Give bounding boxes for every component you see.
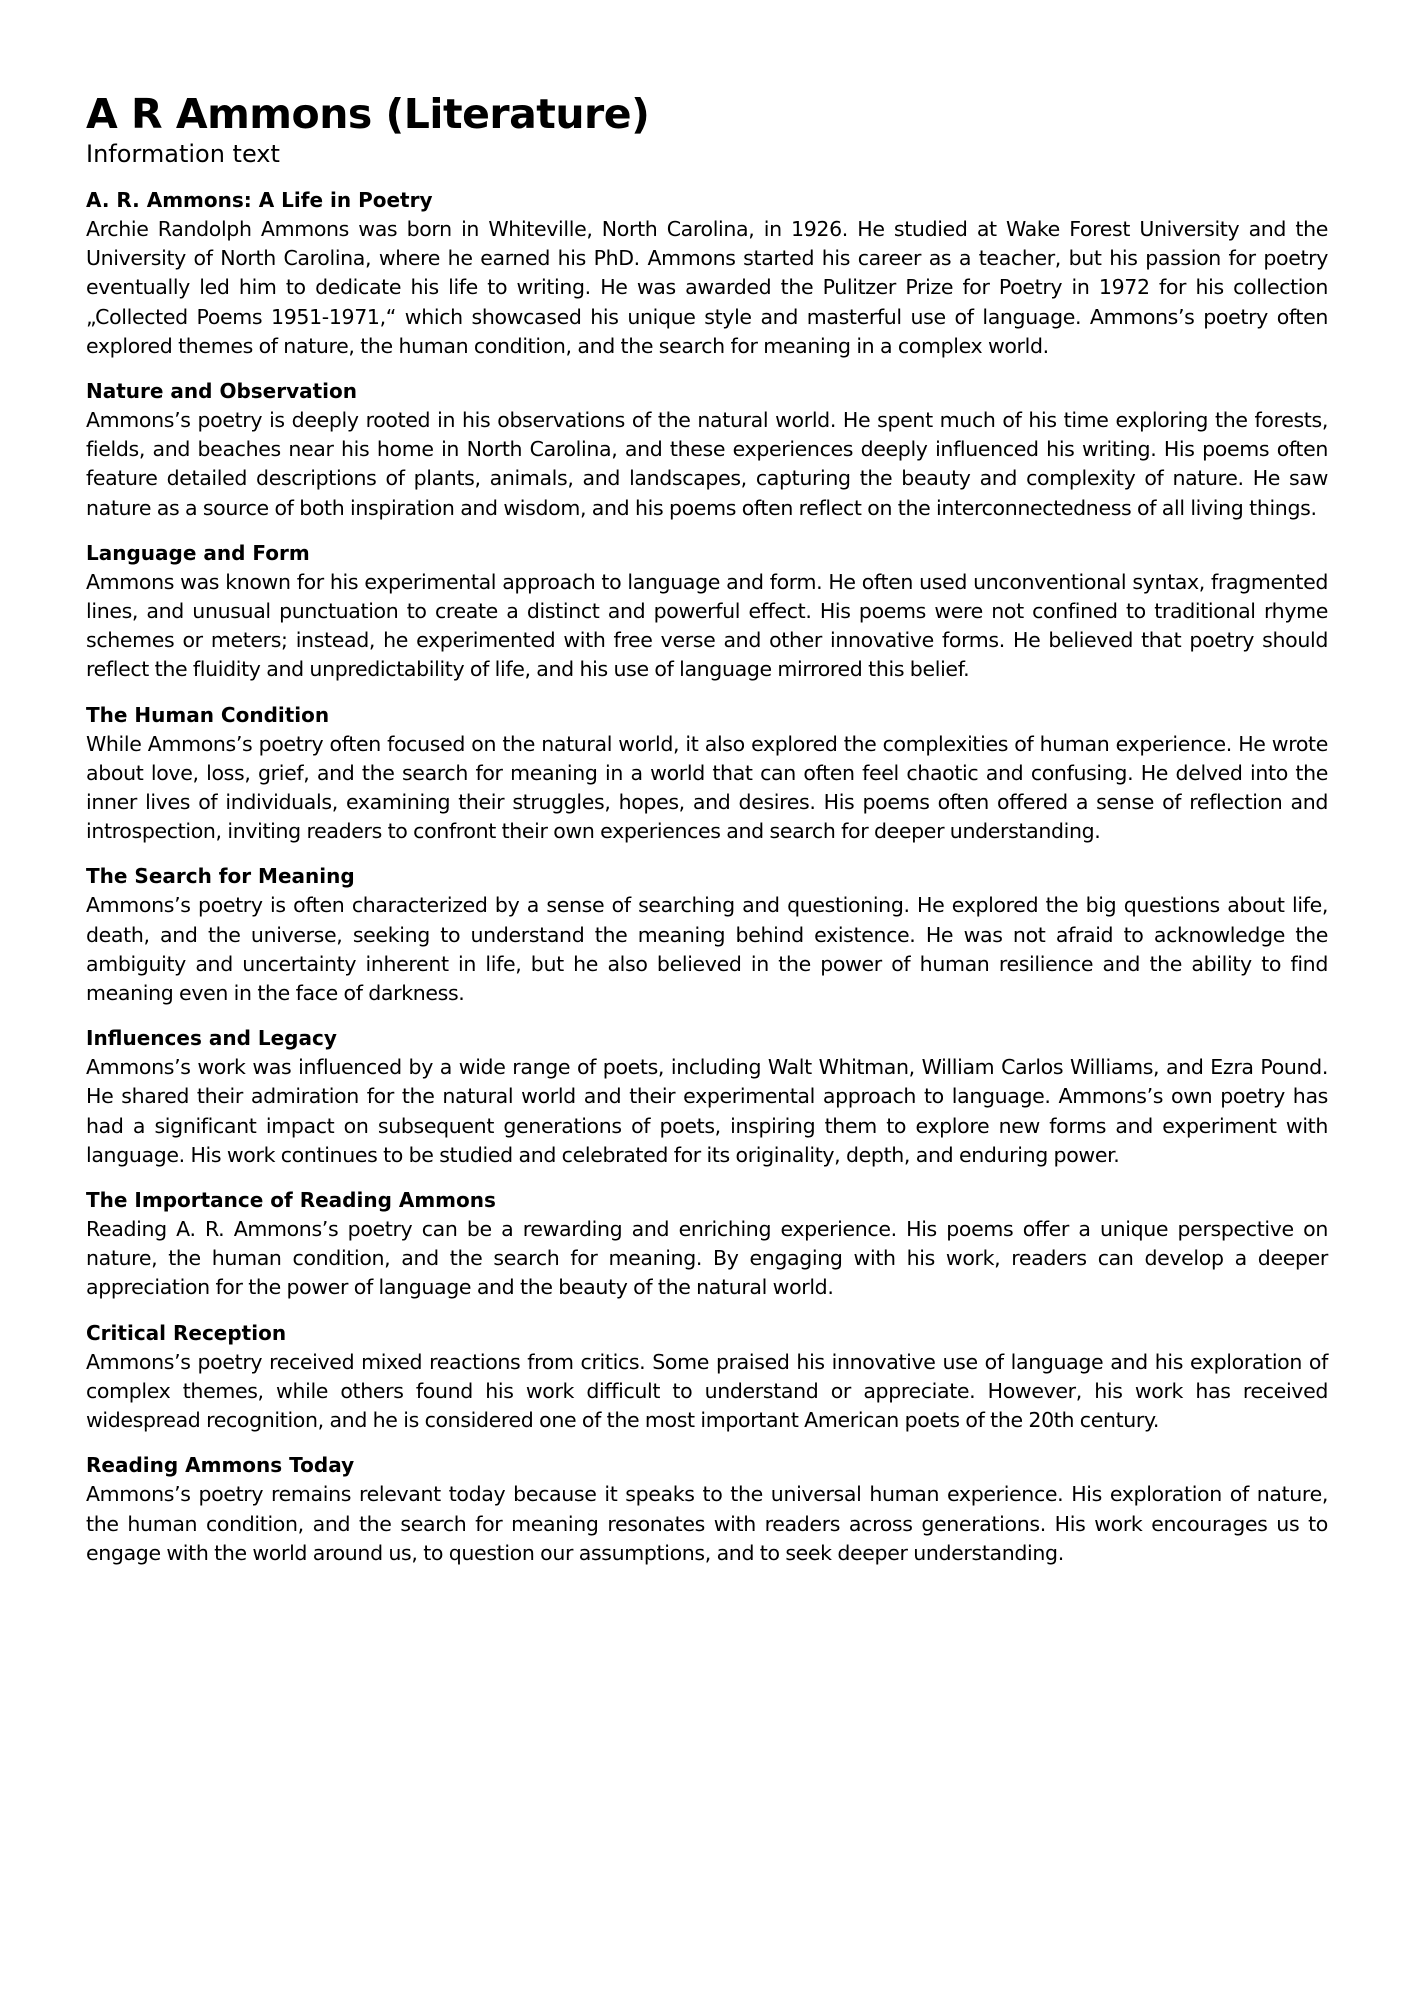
section-language-and-form (86, 539, 1328, 685)
section-paragraph: Archie Randolph Ammons was born in Whiteville, North Carolina, in 1926. He studied at Wake Forest University and the University of North Carolina, where he earned his PhD. Ammons started his career as a teacher, but his passion for poetry eventually led him to dedicate his life to writing. He was awarded the Pulitzer Prize for Poetry in 1972 for his collection „Collected Poems 1951-1971,“ which showcased his unique style and masterful use of language. Ammons’s poetry often explored themes of nature, the human condition, and the search for meaning in a complex world. (86, 217, 1328, 358)
section-paragraph: Ammons was known for his experimental approach to language and form. He often used unconventional syntax, fragmented lines, and unusual punctuation to create a distinct and powerful effect. His poems were not confined to traditional rhyme schemes or meters; instead, he experimented with free verse and other innovative forms. He believed that poetry should reflect the fluidity and unpredictability of life, and his use of language mirrored this belief. (86, 569, 1328, 682)
section-paragraph: Ammons’s poetry is often characterized by a sense of searching and questioning. He explored the big questions about life, death, and the universe, seeking to understand the meaning behind existence. He was not afraid to acknowledge the ambiguity and uncertainty inherent in life, but he also believed in the power of human resilience and the ability to find meaning even in the face of darkness. (86, 893, 1328, 1006)
section-search-for-meaning (86, 862, 1328, 1008)
section-paragraph: Ammons’s poetry received mixed reactions from critics. Some praised his innovative use of language and his exploration of complex themes, while others found his work difficult to understand or appreciate. However, his work has received widespread recognition, and he is considered one of the most important American poets of the 20th century. (86, 1349, 1328, 1433)
section-heading: Influences and Legacy (86, 1026, 337, 1051)
section-importance-of-reading (86, 1186, 1328, 1303)
section-heading: The Importance of Reading Ammons (86, 1188, 496, 1213)
document-page (86, 90, 1328, 1584)
section-heading: The Search for Meaning (86, 864, 355, 889)
section-heading: Language and Form (86, 540, 310, 565)
document-subtitle: Information text (86, 140, 280, 168)
section-heading: Critical Reception (86, 1320, 287, 1345)
section-heading: A. R. Ammons: A Life in Poetry (86, 188, 433, 212)
section-heading: Reading Ammons Today (86, 1453, 355, 1478)
section-paragraph: Ammons’s poetry remains relevant today because it speaks to the universal human experience. His exploration of nature, the human condition, and the search for meaning resonates with readers across generations. His work encourages us to engage with the world around us, to question our assumptions, and to seek deeper understanding. (86, 1482, 1328, 1565)
section-heading: The Human Condition (86, 702, 330, 727)
section-heading: Nature and Observation (86, 379, 358, 404)
section-paragraph: Ammons’s poetry is deeply rooted in his observations of the natural world. He spent much of his time exploring the forests, fields, and beaches near his home in North Carolina, and these experiences deeply influenced his writing. His poems often feature detailed descriptions of plants, animals, and landscapes, capturing the beauty and complexity of nature. He saw nature as a source of both inspiration and wisdom, and his poems often reflect on the interconnectedness of all living things. (86, 408, 1328, 520)
section-influences-and-legacy (86, 1024, 1328, 1170)
section-paragraph: Reading A. R. Ammons’s poetry can be a rewarding and enriching experience. His poems offer a unique perspective on nature, the human condition, and the search for meaning. By engaging with his work, readers can develop a deeper appreciation for the power of language and the beauty of the natural world. (86, 1217, 1328, 1300)
section-nature-and-observation (86, 377, 1328, 523)
section-paragraph: While Ammons’s poetry often focused on the natural world, it also explored the complexities of human experience. He wrote about love, loss, grief, and the search for meaning in a world that can often feel chaotic and confusing. He delved into the inner lives of individuals, examining their struggles, hopes, and desires. His poems often offered a sense of reflection and introspection, inviting readers to confront their own experiences and search for deeper understanding. (86, 731, 1328, 844)
section-reading-ammons-today (86, 1451, 1328, 1568)
section-critical-reception (86, 1319, 1328, 1436)
section-human-condition (86, 701, 1328, 847)
section-paragraph: Ammons’s work was influenced by a wide range of poets, including Walt Whitman, William Carlos Williams, and Ezra Pound. He shared their admiration for the natural world and their experimental approach to language. Ammons’s own poetry has had a significant impact on subsequent generations of poets, inspiring them to explore new forms and experiment with language. His work continues to be studied and celebrated for its originality, depth, and enduring power. (86, 1055, 1328, 1167)
section-life-in-poetry (86, 186, 1328, 361)
document-title: A R Ammons (Literature) (86, 90, 650, 138)
